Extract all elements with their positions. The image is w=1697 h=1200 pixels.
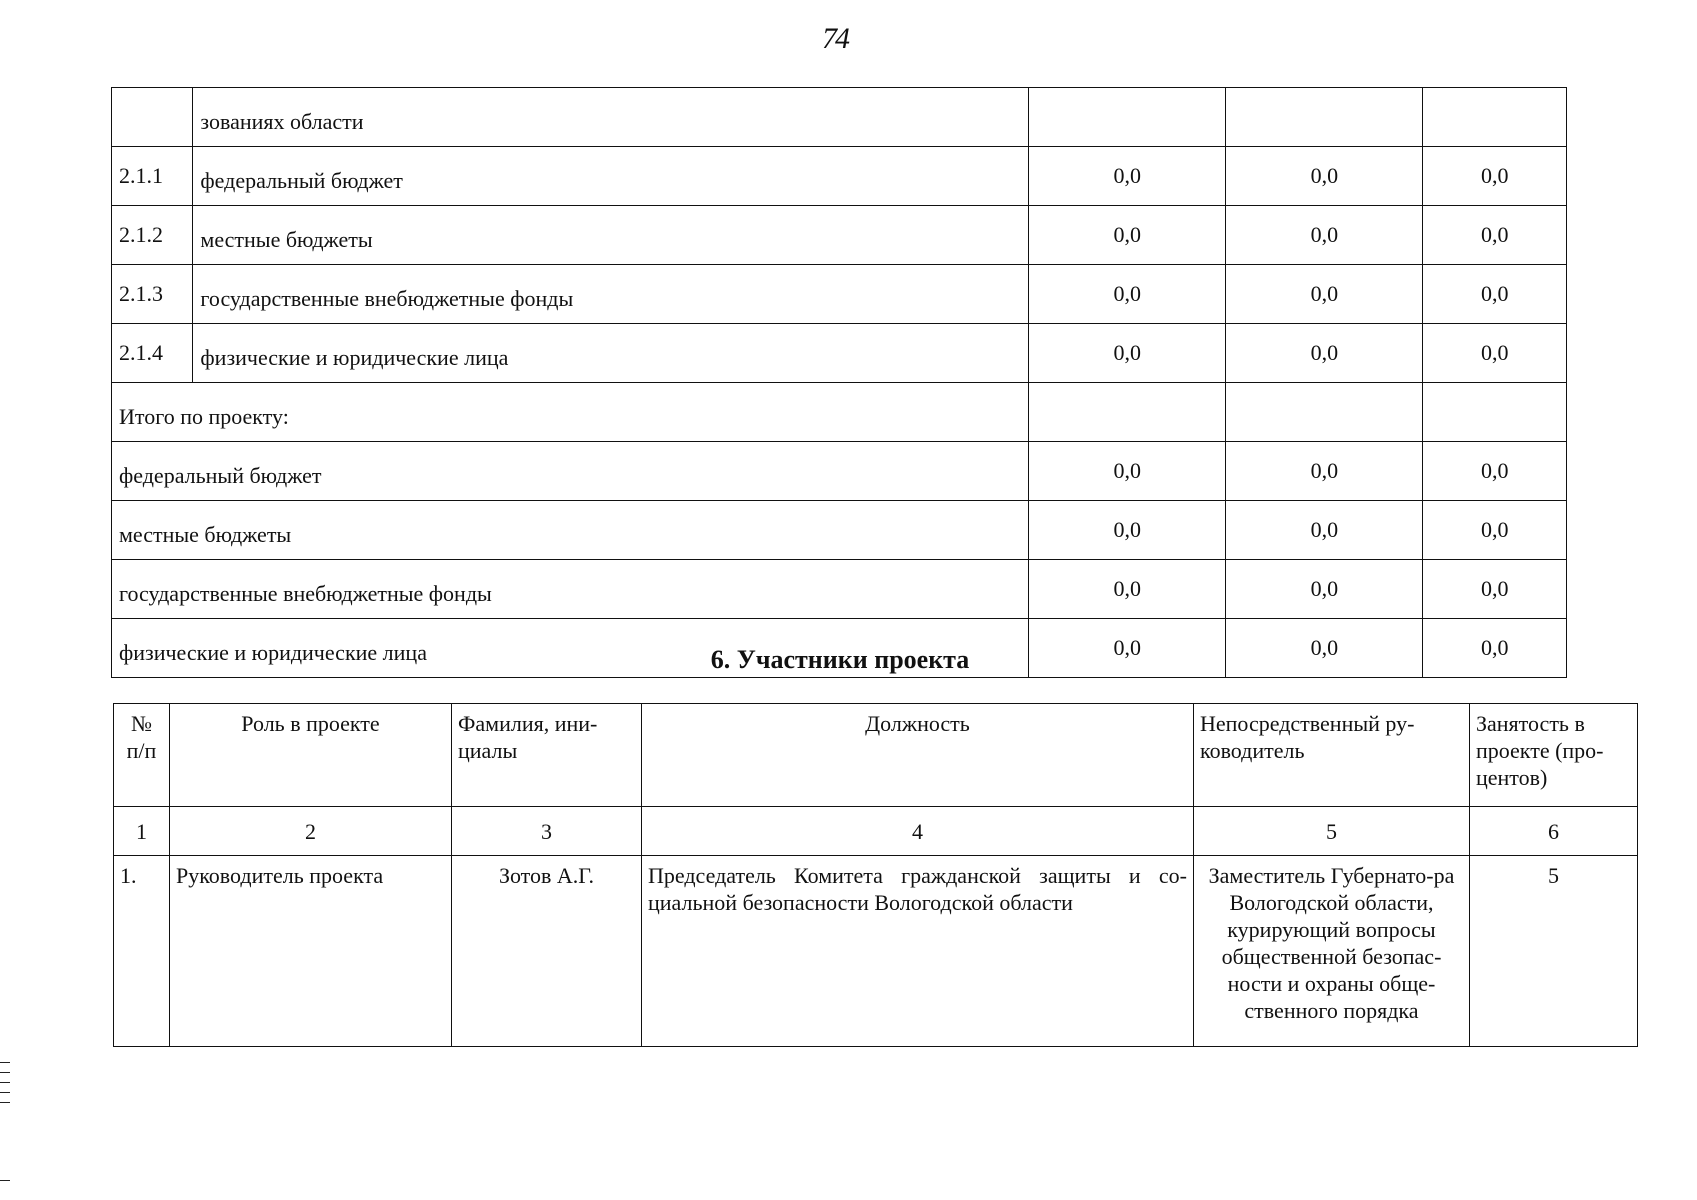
column-index: 4 <box>642 807 1194 856</box>
totals-value: 0,0 <box>1226 442 1423 501</box>
totals-value: 0,0 <box>1423 560 1567 619</box>
row-name: местные бюджеты <box>193 206 1029 265</box>
margin-mark <box>0 1092 10 1093</box>
row-value: 0,0 <box>1029 324 1226 383</box>
table-row <box>112 147 1567 206</box>
empty-cell <box>1226 383 1423 442</box>
row-name: физические и юридические лица <box>193 324 1029 383</box>
totals-name: государственные внебюджетные фонды <box>112 560 1029 619</box>
column-header: Занятость в проекте (про-центов) <box>1470 704 1638 807</box>
row-value: 0,0 <box>1029 265 1226 324</box>
row-value: 0,0 <box>1423 147 1567 206</box>
column-header: Фамилия, ини-циалы <box>452 704 642 807</box>
row-value: 0,0 <box>1226 147 1423 206</box>
finance-table <box>111 87 1567 678</box>
totals-value: 0,0 <box>1423 501 1567 560</box>
totals-value: 0,0 <box>1029 501 1226 560</box>
row-value: 0,0 <box>1029 147 1226 206</box>
column-header: Роль в проекте <box>170 704 452 807</box>
totals-row <box>112 442 1567 501</box>
participants-table <box>113 703 1638 1047</box>
column-index: 5 <box>1194 807 1470 856</box>
margin-mark <box>0 1082 10 1083</box>
margin-mark <box>0 1062 10 1063</box>
row-value: 0,0 <box>1226 206 1423 265</box>
participant-manager: Заместитель Губернато-ра Вологодской области, курирующий вопросы общественной безопас-ности и охраны обще-ственного порядка <box>1194 856 1470 1047</box>
totals-name: местные бюджеты <box>112 501 1029 560</box>
row-value <box>1226 88 1423 147</box>
column-index: 1 <box>114 807 170 856</box>
participant-number: 1. <box>114 856 170 1047</box>
totals-value: 0,0 <box>1226 560 1423 619</box>
totals-header-row <box>112 383 1567 442</box>
margin-mark <box>0 1180 10 1181</box>
totals-name: федеральный бюджет <box>112 442 1029 501</box>
totals-value: 0,0 <box>1423 442 1567 501</box>
empty-cell <box>1029 383 1226 442</box>
row-name: зованиях области <box>193 88 1029 147</box>
table-row <box>112 324 1567 383</box>
totals-row <box>112 501 1567 560</box>
row-value <box>1423 88 1567 147</box>
row-code: 2.1.2 <box>112 206 193 265</box>
table-row <box>114 856 1638 1047</box>
column-header: Непосредственный ру-ководитель <box>1194 704 1470 807</box>
row-name: государственные внебюджетные фонды <box>193 265 1029 324</box>
totals-label: Итого по проекту: <box>112 383 1029 442</box>
row-value: 0,0 <box>1226 324 1423 383</box>
row-code: 2.1.3 <box>112 265 193 324</box>
totals-value: 0,0 <box>1226 619 1423 678</box>
totals-name: физические и юридические лица <box>112 619 1029 678</box>
totals-value: 0,0 <box>1226 501 1423 560</box>
row-code: 2.1.4 <box>112 324 193 383</box>
column-index: 3 <box>452 807 642 856</box>
row-value: 0,0 <box>1423 324 1567 383</box>
row-value <box>1029 88 1226 147</box>
totals-value: 0,0 <box>1423 619 1567 678</box>
participant-role: Руководитель проекта <box>170 856 452 1047</box>
row-value: 0,0 <box>1423 206 1567 265</box>
column-index: 6 <box>1470 807 1638 856</box>
row-value: 0,0 <box>1226 265 1423 324</box>
participant-position: Председатель Комитета гражданской защиты и со-циальной безопасности Вологодской области <box>642 856 1194 1047</box>
participant-employment: 5 <box>1470 856 1638 1047</box>
row-name: федеральный бюджет <box>193 147 1029 206</box>
row-code: 2.1.1 <box>112 147 193 206</box>
totals-value: 0,0 <box>1029 619 1226 678</box>
row-value: 0,0 <box>1029 206 1226 265</box>
totals-row <box>112 560 1567 619</box>
table-header-row <box>114 704 1638 807</box>
column-index-row <box>114 807 1638 856</box>
participant-name: Зотов А.Г. <box>452 856 642 1047</box>
margin-mark <box>0 1102 10 1103</box>
row-value: 0,0 <box>1423 265 1567 324</box>
table-row <box>112 265 1567 324</box>
row-code <box>112 88 193 147</box>
column-index: 2 <box>170 807 452 856</box>
column-header: Должность <box>642 704 1194 807</box>
column-header: № п/п <box>114 704 170 807</box>
totals-value: 0,0 <box>1029 560 1226 619</box>
margin-mark <box>0 1072 10 1073</box>
empty-cell <box>1423 383 1567 442</box>
page-number: 74 <box>822 22 848 55</box>
totals-value: 0,0 <box>1029 442 1226 501</box>
table-row <box>112 88 1567 147</box>
table-row <box>112 206 1567 265</box>
section-title: 6. Участники проекта <box>710 645 970 674</box>
